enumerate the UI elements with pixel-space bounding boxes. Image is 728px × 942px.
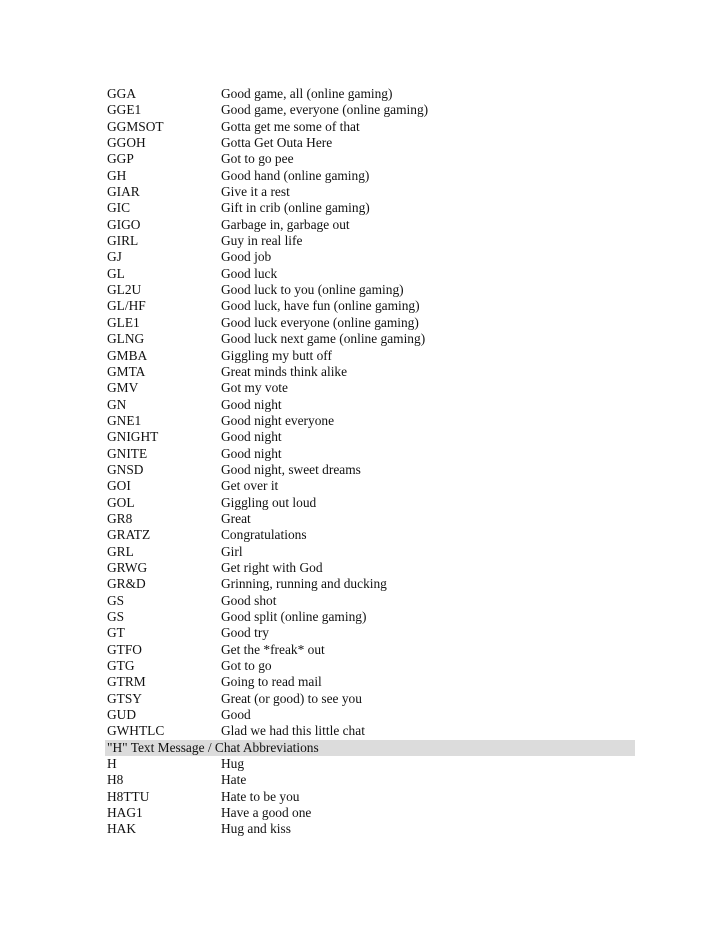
meaning: Congratulations: [221, 527, 307, 543]
meaning: Get the *freak* out: [221, 641, 325, 657]
list-item: [107, 609, 635, 625]
list-item: [107, 478, 635, 494]
abbreviation: HAG1: [107, 805, 143, 821]
abbreviation: GJ: [107, 249, 122, 265]
list-item: [107, 102, 635, 118]
meaning: Great minds think alike: [221, 363, 348, 379]
abbreviation: GTG: [107, 658, 135, 674]
list-item: [107, 348, 635, 364]
list-item: [107, 560, 635, 576]
meaning: Good game, everyone (online gaming): [221, 102, 429, 118]
list-item: [107, 462, 635, 478]
abbreviation: GNITE: [107, 445, 148, 461]
meaning: Good luck everyone (online gaming): [221, 314, 419, 330]
list-item: [107, 331, 635, 347]
list-item: [107, 805, 635, 821]
abbreviation: GTFO: [107, 641, 142, 657]
list-item: [107, 249, 635, 265]
list-item: [107, 789, 635, 805]
abbreviation: GN: [107, 396, 127, 412]
list-item: [107, 625, 635, 641]
meaning: Good game, all (online gaming): [221, 86, 393, 101]
list-item: [107, 233, 635, 249]
abbreviation: GLE1: [107, 314, 140, 330]
abbreviation: GTRM: [107, 674, 146, 690]
meaning: Girl: [221, 543, 243, 559]
list-item: [107, 658, 635, 674]
abbreviation: GS: [107, 592, 125, 608]
list-item: [107, 217, 635, 233]
abbreviation: GIAR: [107, 184, 140, 200]
abbreviation: GL: [107, 265, 125, 281]
meaning: Got to go: [221, 658, 272, 674]
abbreviation: GNIGHT: [107, 429, 159, 445]
abbreviation: GRATZ: [107, 527, 151, 543]
meaning: Gotta get me some of that: [221, 118, 360, 134]
meaning: Good luck, have fun (online gaming): [221, 298, 420, 314]
section-heading: [105, 740, 635, 756]
abbreviation: GLNG: [107, 331, 145, 347]
abbreviation: GL2U: [107, 282, 142, 298]
meaning: Good luck next game (online gaming): [221, 331, 426, 347]
meaning: Hug: [221, 756, 245, 772]
meaning: Great (or good) to see you: [221, 690, 362, 706]
abbreviation: GMTA: [107, 363, 146, 379]
list-item: [107, 135, 635, 151]
abbreviation: GNE1: [107, 412, 142, 428]
meaning: Good night: [221, 396, 282, 412]
meaning: Good luck to you (online gaming): [221, 282, 404, 298]
list-item: [107, 511, 635, 527]
abbreviation: H8: [107, 772, 124, 788]
list-item: [107, 397, 635, 413]
abbreviation: GGE1: [107, 102, 142, 118]
abbreviation: GGOH: [107, 135, 146, 151]
list-item: [107, 413, 635, 429]
meaning: Get right with God: [221, 559, 323, 575]
list-item: [107, 446, 635, 462]
list-item: [107, 200, 635, 216]
list-item: [107, 576, 635, 592]
list-item: [107, 756, 635, 772]
abbreviation: H: [107, 756, 117, 772]
list-item: [107, 168, 635, 184]
abbreviation: GGMSOT: [107, 118, 164, 134]
abbreviation: GIC: [107, 200, 131, 216]
abbreviation: GIRL: [107, 233, 139, 249]
meaning: Glad we had this little chat: [221, 723, 365, 739]
section-heading-text: "H" Text Message / Chat Abbreviations: [107, 739, 319, 755]
list-item: [107, 151, 635, 167]
abbreviation: GNSD: [107, 461, 144, 477]
abbreviation: GOL: [107, 494, 135, 510]
abbreviation: GMV: [107, 380, 139, 396]
list-item: [107, 119, 635, 135]
list-item: [107, 691, 635, 707]
meaning: Got to go pee: [221, 151, 294, 167]
list-item: [107, 674, 635, 690]
abbreviation: GGA: [107, 86, 137, 101]
meaning: Giggling my butt off: [221, 347, 332, 363]
abbreviation: GTSY: [107, 690, 142, 706]
abbreviation: GL/HF: [107, 298, 146, 314]
abbreviation-list: [107, 86, 635, 838]
abbreviation: H8TTU: [107, 788, 150, 804]
meaning: Grinning, running and ducking: [221, 576, 387, 592]
meaning: Good hand (online gaming): [221, 167, 370, 183]
abbreviation: GR8: [107, 510, 133, 526]
abbreviation: GGP: [107, 151, 134, 167]
meaning: Gift in crib (online gaming): [221, 200, 370, 216]
list-item: [107, 593, 635, 609]
meaning: Good try: [221, 625, 269, 641]
meaning: Give it a rest: [221, 184, 290, 200]
list-item: [107, 364, 635, 380]
abbreviation: GRL: [107, 543, 134, 559]
meaning: Good: [221, 707, 251, 723]
abbreviation: GR&D: [107, 576, 146, 592]
meaning: Good shot: [221, 592, 277, 608]
list-item: [107, 642, 635, 658]
meaning: Going to read mail: [221, 674, 322, 690]
list-item: [107, 282, 635, 298]
abbreviation: GT: [107, 625, 125, 641]
meaning: Good split (online gaming): [221, 609, 367, 624]
abbreviation: GS: [107, 609, 125, 624]
list-item: [107, 429, 635, 445]
list-item: [107, 86, 635, 102]
meaning: Good night: [221, 445, 282, 461]
meaning: Guy in real life: [221, 233, 303, 249]
meaning: Giggling out loud: [221, 494, 317, 510]
meaning: Got my vote: [221, 380, 288, 396]
abbreviation: GMBA: [107, 347, 148, 363]
meaning: Hate to be you: [221, 788, 300, 804]
abbreviation: GUD: [107, 707, 137, 723]
meaning: Good job: [221, 249, 272, 265]
meaning: Good night: [221, 429, 282, 445]
meaning: Hate: [221, 772, 247, 788]
abbreviation: GRWG: [107, 559, 148, 575]
abbreviation: GWHTLC: [107, 723, 165, 739]
meaning: Gotta Get Outa Here: [221, 135, 333, 151]
meaning: Good night, sweet dreams: [221, 461, 361, 477]
meaning: Garbage in, garbage out: [221, 216, 350, 232]
abbreviation: HAK: [107, 821, 137, 837]
abbreviation: GOI: [107, 478, 131, 494]
meaning: Great: [221, 510, 251, 526]
list-item: [107, 184, 635, 200]
list-item: [107, 315, 635, 331]
list-item: [107, 707, 635, 723]
list-item: [107, 527, 635, 543]
meaning: Have a good one: [221, 805, 312, 821]
meaning: Good night everyone: [221, 412, 335, 428]
list-item: [107, 298, 635, 314]
list-item: [107, 821, 635, 837]
meaning: Good luck: [221, 265, 278, 281]
list-item: [107, 544, 635, 560]
meaning: Get over it: [221, 478, 279, 494]
abbreviation: GH: [107, 167, 127, 183]
abbreviation: GIGO: [107, 216, 141, 232]
list-item: [107, 266, 635, 282]
list-item: [107, 495, 635, 511]
list-item: [107, 380, 635, 396]
list-item: [107, 772, 635, 788]
list-item: [107, 723, 635, 739]
meaning: Hug and kiss: [221, 821, 291, 837]
